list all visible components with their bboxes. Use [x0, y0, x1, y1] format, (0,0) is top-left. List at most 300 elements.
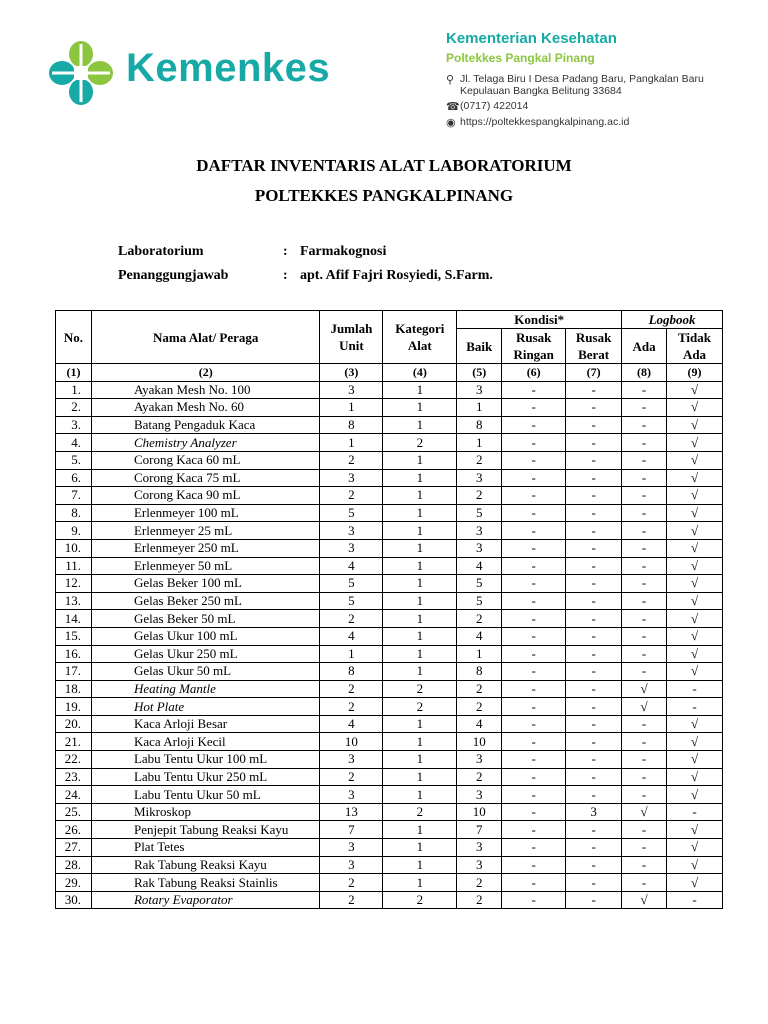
condition-major-damage: -: [566, 627, 622, 645]
index-cell: (9): [667, 364, 723, 382]
condition-minor-damage: -: [502, 751, 566, 769]
condition-good: 10: [457, 803, 502, 821]
logbook-yes: -: [622, 786, 667, 804]
category: 1: [383, 469, 457, 487]
row-number: 13.: [56, 592, 92, 610]
condition-minor-damage: -: [502, 504, 566, 522]
col-tidak-ada-header: Tidak Ada: [667, 329, 723, 364]
condition-good: 2: [457, 874, 502, 892]
unit-count: 2: [320, 891, 383, 909]
phone-icon: ☎: [446, 101, 460, 113]
unit-count: 3: [320, 839, 383, 857]
item-name: Gelas Ukur 100 mL: [91, 627, 319, 645]
table-row: [56, 557, 723, 575]
table-row: [56, 575, 723, 593]
logbook-no: √: [667, 821, 723, 839]
condition-good: 10: [457, 733, 502, 751]
row-number: 11.: [56, 557, 92, 575]
index-cell: (8): [622, 364, 667, 382]
logbook-no: √: [667, 874, 723, 892]
logbook-no: √: [667, 839, 723, 857]
logbook-no: √: [667, 381, 723, 399]
category: 1: [383, 610, 457, 628]
col-rusak-berat-header: Rusak Berat: [566, 329, 622, 364]
index-cell: (5): [457, 364, 502, 382]
address-line1: Jl. Telaga Biru I Desa Padang Baru, Pangkalan Baru: [460, 73, 704, 85]
index-cell: (2): [91, 364, 319, 382]
col-no-header: No.: [56, 311, 92, 364]
table-row: [56, 874, 723, 892]
inventory-table: [55, 310, 723, 909]
unit-count: 8: [320, 416, 383, 434]
condition-minor-damage: -: [502, 381, 566, 399]
item-name: Corong Kaca 75 mL: [91, 469, 319, 487]
unit-count: 2: [320, 610, 383, 628]
condition-major-damage: -: [566, 434, 622, 452]
index-row: [56, 364, 723, 382]
row-number: 6.: [56, 469, 92, 487]
table-row: [56, 592, 723, 610]
logbook-yes: -: [622, 751, 667, 769]
condition-good: 3: [457, 839, 502, 857]
condition-good: 5: [457, 592, 502, 610]
condition-minor-damage: -: [502, 715, 566, 733]
condition-minor-damage: -: [502, 487, 566, 505]
logbook-yes: √: [622, 891, 667, 909]
index-cell: (6): [502, 364, 566, 382]
index-cell: (4): [383, 364, 457, 382]
condition-major-damage: -: [566, 645, 622, 663]
table-row: [56, 487, 723, 505]
table-row: [56, 839, 723, 857]
row-number: 30.: [56, 891, 92, 909]
kondisi-group-header: Kondisi*: [457, 311, 622, 329]
logbook-yes: -: [622, 487, 667, 505]
category: 1: [383, 645, 457, 663]
condition-major-damage: -: [566, 663, 622, 681]
item-name: Kaca Arloji Besar: [91, 715, 319, 733]
condition-minor-damage: -: [502, 856, 566, 874]
condition-good: 2: [457, 451, 502, 469]
condition-minor-damage: -: [502, 839, 566, 857]
item-name: Gelas Beker 100 mL: [91, 575, 319, 593]
document-title: DAFTAR INVENTARIS ALAT LABORATORIUM: [196, 156, 572, 175]
table-row: [56, 821, 723, 839]
unit-count: 1: [320, 434, 383, 452]
condition-minor-damage: -: [502, 627, 566, 645]
unit-count: 3: [320, 786, 383, 804]
row-number: 2.: [56, 399, 92, 417]
condition-major-damage: -: [566, 469, 622, 487]
category: 1: [383, 733, 457, 751]
logbook-group-header: Logbook: [622, 311, 723, 329]
condition-good: 2: [457, 698, 502, 716]
category: 1: [383, 592, 457, 610]
condition-good: 1: [457, 399, 502, 417]
condition-major-damage: -: [566, 487, 622, 505]
logbook-yes: -: [622, 539, 667, 557]
logbook-yes: -: [622, 874, 667, 892]
org-name: Kementerian Kesehatan: [446, 30, 617, 47]
logbook-no: √: [667, 856, 723, 874]
unit-count: 4: [320, 627, 383, 645]
item-name: Hot Plate: [91, 698, 319, 716]
logbook-yes: -: [622, 839, 667, 857]
unit-count: 1: [320, 399, 383, 417]
condition-good: 4: [457, 557, 502, 575]
index-cell: (3): [320, 364, 383, 382]
phone-line: [446, 100, 704, 113]
table-row: [56, 698, 723, 716]
condition-good: 5: [457, 504, 502, 522]
item-name: Erlenmeyer 250 mL: [91, 539, 319, 557]
condition-major-damage: -: [566, 381, 622, 399]
condition-good: 1: [457, 645, 502, 663]
condition-minor-damage: -: [502, 891, 566, 909]
item-name: Erlenmeyer 50 mL: [91, 557, 319, 575]
condition-minor-damage: -: [502, 416, 566, 434]
item-name: Corong Kaca 90 mL: [91, 487, 319, 505]
row-number: 5.: [56, 451, 92, 469]
logbook-no: √: [667, 786, 723, 804]
unit-count: 10: [320, 733, 383, 751]
item-name: Gelas Beker 50 mL: [91, 610, 319, 628]
item-name: Erlenmeyer 100 mL: [91, 504, 319, 522]
unit-count: 3: [320, 856, 383, 874]
row-number: 3.: [56, 416, 92, 434]
condition-good: 4: [457, 715, 502, 733]
item-name: Ayakan Mesh No. 100: [91, 381, 319, 399]
logbook-no: √: [667, 416, 723, 434]
unit-count: 2: [320, 680, 383, 698]
table-row: [56, 522, 723, 540]
condition-minor-damage: -: [502, 399, 566, 417]
logbook-yes: √: [622, 803, 667, 821]
condition-major-damage: -: [566, 715, 622, 733]
category: 1: [383, 821, 457, 839]
lab-colon: :: [283, 244, 288, 259]
location-icon: ⚲: [446, 74, 455, 86]
logbook-yes: -: [622, 627, 667, 645]
row-number: 27.: [56, 839, 92, 857]
logbook-no: √: [667, 575, 723, 593]
condition-minor-damage: -: [502, 592, 566, 610]
condition-minor-damage: -: [502, 557, 566, 575]
logbook-yes: -: [622, 610, 667, 628]
logbook-no: √: [667, 434, 723, 452]
logbook-yes: -: [622, 399, 667, 417]
item-name: Penjepit Tabung Reaksi Kayu: [91, 821, 319, 839]
condition-good: 2: [457, 680, 502, 698]
condition-minor-damage: -: [502, 610, 566, 628]
table-row: [56, 751, 723, 769]
inventory-rows: [56, 381, 723, 909]
condition-major-damage: -: [566, 698, 622, 716]
logbook-yes: -: [622, 451, 667, 469]
unit-count: 2: [320, 487, 383, 505]
condition-major-damage: -: [566, 891, 622, 909]
condition-minor-damage: -: [502, 680, 566, 698]
category: 1: [383, 381, 457, 399]
category: 2: [383, 698, 457, 716]
logbook-no: √: [667, 627, 723, 645]
item-name: Gelas Ukur 250 mL: [91, 645, 319, 663]
unit-count: 8: [320, 663, 383, 681]
category: 1: [383, 786, 457, 804]
category: 1: [383, 522, 457, 540]
table-row: [56, 680, 723, 698]
row-number: 24.: [56, 786, 92, 804]
header-row-top: [56, 311, 723, 329]
condition-minor-damage: -: [502, 645, 566, 663]
condition-major-damage: -: [566, 504, 622, 522]
logbook-yes: -: [622, 504, 667, 522]
condition-major-damage: -: [566, 856, 622, 874]
condition-major-damage: -: [566, 592, 622, 610]
table-row: [56, 504, 723, 522]
logbook-yes: -: [622, 768, 667, 786]
logbook-no: -: [667, 891, 723, 909]
condition-minor-damage: -: [502, 874, 566, 892]
kemenkes-emblem-icon: [46, 38, 116, 108]
row-number: 20.: [56, 715, 92, 733]
condition-good: 4: [457, 627, 502, 645]
table-row: [56, 645, 723, 663]
condition-major-damage: -: [566, 733, 622, 751]
logbook-no: √: [667, 487, 723, 505]
condition-good: 1: [457, 434, 502, 452]
item-name: Labu Tentu Ukur 250 mL: [91, 768, 319, 786]
logbook-no: √: [667, 715, 723, 733]
unit-count: 5: [320, 504, 383, 522]
logbook-yes: √: [622, 698, 667, 716]
unit-count: 2: [320, 698, 383, 716]
logbook-yes: -: [622, 557, 667, 575]
website-line: [446, 116, 704, 129]
condition-minor-damage: -: [502, 469, 566, 487]
row-number: 29.: [56, 874, 92, 892]
item-name: Rak Tabung Reaksi Stainlis: [91, 874, 319, 892]
condition-major-damage: -: [566, 522, 622, 540]
category: 1: [383, 451, 457, 469]
condition-major-damage: -: [566, 539, 622, 557]
col-qty-header: Jumlah Unit: [320, 311, 383, 364]
logbook-yes: -: [622, 592, 667, 610]
logbook-yes: -: [622, 522, 667, 540]
table-row: [56, 451, 723, 469]
condition-good: 3: [457, 469, 502, 487]
unit-count: 13: [320, 803, 383, 821]
category: 1: [383, 539, 457, 557]
org-info: [446, 30, 704, 129]
logbook-no: -: [667, 803, 723, 821]
logbook-no: √: [667, 663, 723, 681]
condition-minor-damage: -: [502, 522, 566, 540]
item-name: Kaca Arloji Kecil: [91, 733, 319, 751]
condition-good: 8: [457, 416, 502, 434]
unit-count: 3: [320, 751, 383, 769]
item-name: Ayakan Mesh No. 60: [91, 399, 319, 417]
unit-count: 2: [320, 874, 383, 892]
row-number: 26.: [56, 821, 92, 839]
category: 2: [383, 803, 457, 821]
logbook-no: √: [667, 592, 723, 610]
table-row: [56, 399, 723, 417]
condition-major-damage: -: [566, 399, 622, 417]
item-name: Rotary Evaporator: [91, 891, 319, 909]
category: 1: [383, 487, 457, 505]
table-row: [56, 891, 723, 909]
kemenkes-logo: [46, 38, 346, 108]
row-number: 9.: [56, 522, 92, 540]
condition-minor-damage: -: [502, 821, 566, 839]
condition-minor-damage: -: [502, 803, 566, 821]
condition-major-damage: 3: [566, 803, 622, 821]
category: 1: [383, 399, 457, 417]
globe-icon: ◉: [446, 117, 456, 129]
index-cell: (7): [566, 364, 622, 382]
logbook-yes: -: [622, 821, 667, 839]
row-number: 14.: [56, 610, 92, 628]
condition-minor-damage: -: [502, 575, 566, 593]
table-row: [56, 381, 723, 399]
condition-minor-damage: -: [502, 663, 566, 681]
condition-good: 2: [457, 610, 502, 628]
row-number: 12.: [56, 575, 92, 593]
category: 1: [383, 751, 457, 769]
condition-minor-damage: -: [502, 768, 566, 786]
index-cell: (1): [56, 364, 92, 382]
condition-major-damage: -: [566, 416, 622, 434]
table-row: [56, 539, 723, 557]
logbook-yes: -: [622, 469, 667, 487]
lab-label: Laboratorium: [118, 244, 204, 259]
category: 2: [383, 891, 457, 909]
table-row: [56, 627, 723, 645]
col-rusak-ringan-header: Rusak Ringan: [502, 329, 566, 364]
category: 2: [383, 680, 457, 698]
table-row: [56, 610, 723, 628]
unit-count: 2: [320, 768, 383, 786]
item-name: Gelas Ukur 50 mL: [91, 663, 319, 681]
category: 1: [383, 874, 457, 892]
row-number: 7.: [56, 487, 92, 505]
logbook-yes: -: [622, 663, 667, 681]
unit-count: 2: [320, 451, 383, 469]
condition-good: 3: [457, 856, 502, 874]
table-row: [56, 416, 723, 434]
item-name: Batang Pengaduk Kaca: [91, 416, 319, 434]
condition-major-damage: -: [566, 751, 622, 769]
condition-minor-damage: -: [502, 434, 566, 452]
category: 2: [383, 434, 457, 452]
unit-count: 7: [320, 821, 383, 839]
condition-major-damage: -: [566, 821, 622, 839]
row-number: 23.: [56, 768, 92, 786]
logbook-no: √: [667, 645, 723, 663]
logbook-yes: -: [622, 645, 667, 663]
logbook-no: √: [667, 733, 723, 751]
logbook-no: √: [667, 469, 723, 487]
item-name: Chemistry Analyzer: [91, 434, 319, 452]
col-baik-header: Baik: [457, 329, 502, 364]
address-block: [446, 73, 704, 97]
pic-value: apt. Afif Fajri Rosyiedi, S.Farm.: [300, 268, 493, 283]
institution-name: Poltekkes Pangkal Pinang: [446, 51, 595, 65]
unit-count: 3: [320, 469, 383, 487]
row-number: 17.: [56, 663, 92, 681]
condition-major-damage: -: [566, 839, 622, 857]
brand-wordmark: Kemenkes: [126, 46, 331, 90]
col-category-header: Kategori Alat: [383, 311, 457, 364]
item-name: Erlenmeyer 25 mL: [91, 522, 319, 540]
row-number: 4.: [56, 434, 92, 452]
item-name: Corong Kaca 60 mL: [91, 451, 319, 469]
unit-count: 3: [320, 381, 383, 399]
unit-count: 1: [320, 645, 383, 663]
address-line2: Kepulauan Bangka Belitung 33684: [460, 85, 622, 97]
logbook-no: √: [667, 451, 723, 469]
condition-major-damage: -: [566, 768, 622, 786]
logbook-yes: -: [622, 715, 667, 733]
unit-count: 3: [320, 522, 383, 540]
logbook-no: √: [667, 522, 723, 540]
condition-major-damage: -: [566, 575, 622, 593]
table-row: [56, 434, 723, 452]
table-row: [56, 469, 723, 487]
condition-major-damage: -: [566, 874, 622, 892]
document-subtitle: POLTEKKES PANGKALPINANG: [254, 186, 514, 205]
logbook-no: √: [667, 399, 723, 417]
condition-minor-damage: -: [502, 698, 566, 716]
condition-major-damage: -: [566, 786, 622, 804]
logbook-no: √: [667, 504, 723, 522]
item-name: Gelas Beker 250 mL: [91, 592, 319, 610]
category: 1: [383, 715, 457, 733]
logbook-yes: -: [622, 575, 667, 593]
condition-major-damage: -: [566, 557, 622, 575]
item-name: Heating Mantle: [91, 680, 319, 698]
table-row: [56, 768, 723, 786]
condition-major-damage: -: [566, 451, 622, 469]
condition-good: 3: [457, 786, 502, 804]
logbook-no: √: [667, 557, 723, 575]
logbook-yes: -: [622, 381, 667, 399]
logbook-no: -: [667, 680, 723, 698]
table-row: [56, 803, 723, 821]
row-number: 8.: [56, 504, 92, 522]
col-name-header: Nama Alat/ Peraga: [91, 311, 319, 364]
condition-good: 8: [457, 663, 502, 681]
pic-colon: :: [283, 268, 288, 283]
item-name: Plat Tetes: [91, 839, 319, 857]
condition-good: 3: [457, 522, 502, 540]
category: 1: [383, 856, 457, 874]
logbook-yes: -: [622, 856, 667, 874]
logbook-no: -: [667, 698, 723, 716]
category: 1: [383, 768, 457, 786]
row-number: 10.: [56, 539, 92, 557]
condition-major-damage: -: [566, 680, 622, 698]
condition-good: 2: [457, 891, 502, 909]
category: 1: [383, 504, 457, 522]
row-number: 1.: [56, 381, 92, 399]
row-number: 15.: [56, 627, 92, 645]
logbook-no: √: [667, 768, 723, 786]
col-ada-header: Ada: [622, 329, 667, 364]
website-link[interactable]: https://poltekkespangkalpinang.ac.id: [460, 116, 630, 128]
condition-minor-damage: -: [502, 451, 566, 469]
